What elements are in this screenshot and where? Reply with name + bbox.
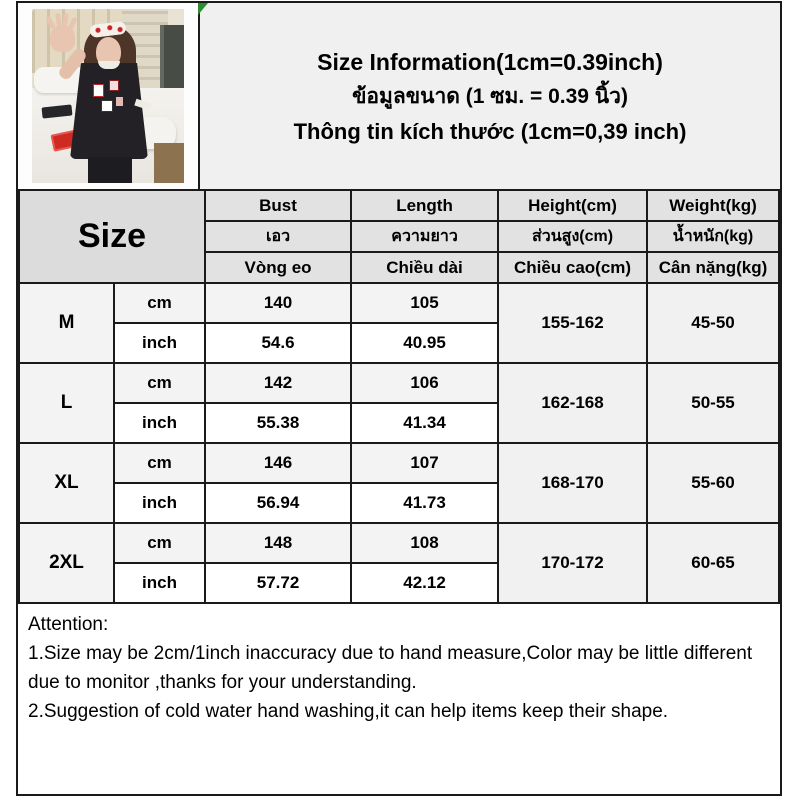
shirt-graphic (110, 81, 118, 90)
l-length-inch: 41.34 (351, 403, 498, 443)
wood-floor (154, 143, 184, 183)
header-height-th: ส่วนสูง(cm) (498, 221, 647, 252)
model-photo (32, 9, 184, 183)
xl-length-cm: 107 (351, 443, 498, 483)
xl-bust-inch: 56.94 (205, 483, 351, 523)
m-weight: 45-50 (647, 283, 779, 363)
green-corner-marker (198, 3, 208, 15)
m-height: 155-162 (498, 283, 647, 363)
unit-inch-label: inch (114, 403, 205, 443)
unit-inch-label: inch (114, 483, 205, 523)
header-bust-vi: Vòng eo (205, 252, 351, 283)
2xl-length-cm: 108 (351, 523, 498, 563)
2xl-bust-cm: 148 (205, 523, 351, 563)
2xl-height: 170-172 (498, 523, 647, 603)
size-chart-frame (16, 1, 782, 796)
attention-line-2: 2.Suggestion of cold water hand washing,it can help items keep their shape. (28, 701, 669, 722)
unit-cm-label: cm (114, 283, 205, 323)
l-length-cm: 106 (351, 363, 498, 403)
size-m-cell: M (19, 283, 114, 363)
shirt-graphic (116, 97, 123, 106)
unit-cm-label: cm (114, 443, 205, 483)
black-tshirt-dress (70, 63, 148, 159)
l-bust-inch: 55.38 (205, 403, 351, 443)
header-bust-th: เอว (205, 221, 351, 252)
unit-inch-label: inch (114, 323, 205, 363)
size-table (18, 189, 780, 604)
header-length-en: Length (351, 190, 498, 221)
size-header-cell: Size (19, 190, 205, 283)
m-length-cm: 105 (351, 283, 498, 323)
header-length-th: ความยาว (351, 221, 498, 252)
shirt-graphic (102, 101, 112, 111)
model-legs (88, 157, 132, 183)
2xl-length-inch: 42.12 (351, 563, 498, 603)
top-section (18, 3, 780, 189)
attention-title: Attention: (28, 614, 109, 635)
l-weight: 50-55 (647, 363, 779, 443)
attention-section (18, 604, 780, 794)
m-bust-inch: 54.6 (205, 323, 351, 363)
header-height-en: Height(cm) (498, 190, 647, 221)
model-photo-cell (18, 3, 200, 189)
xl-weight: 55-60 (647, 443, 779, 523)
m-bust-cm: 140 (205, 283, 351, 323)
size-xl-cell: XL (19, 443, 114, 523)
size-2xl-cell: 2XL (19, 523, 114, 603)
m-length-inch: 40.95 (351, 323, 498, 363)
header-weight-en: Weight(kg) (647, 190, 779, 221)
title-block (200, 3, 780, 189)
header-height-vi: Chiều cao(cm) (498, 252, 647, 283)
header-bust-en: Bust (205, 190, 351, 221)
title-vietnamese: Thông tin kích thước (1cm=0,39 inch) (293, 118, 687, 144)
title-english: Size Information(1cm=0.39inch) (317, 48, 663, 75)
2xl-bust-inch: 57.72 (205, 563, 351, 603)
unit-cm-label: cm (114, 363, 205, 403)
l-height: 162-168 (498, 363, 647, 443)
xl-height: 168-170 (498, 443, 647, 523)
shirt-graphic (94, 85, 103, 96)
unit-inch-label: inch (114, 563, 205, 603)
l-bust-cm: 142 (205, 363, 351, 403)
size-l-cell: L (19, 363, 114, 443)
unit-cm-label: cm (114, 523, 205, 563)
title-thai: ข้อมูลขนาด (1 ซม. = 0.39 นิ้ว) (352, 84, 628, 108)
2xl-weight: 60-65 (647, 523, 779, 603)
header-weight-vi: Cân nặng(kg) (647, 252, 779, 283)
attention-line-1: 1.Size may be 2cm/1inch inaccuracy due to hand measure,Color may be little different due to monitor ,thanks for your understanding. (28, 643, 753, 693)
header-weight-th: น้ำหนัก(kg) (647, 221, 779, 252)
header-length-vi: Chiều dài (351, 252, 498, 283)
xl-length-inch: 41.73 (351, 483, 498, 523)
xl-bust-cm: 146 (205, 443, 351, 483)
